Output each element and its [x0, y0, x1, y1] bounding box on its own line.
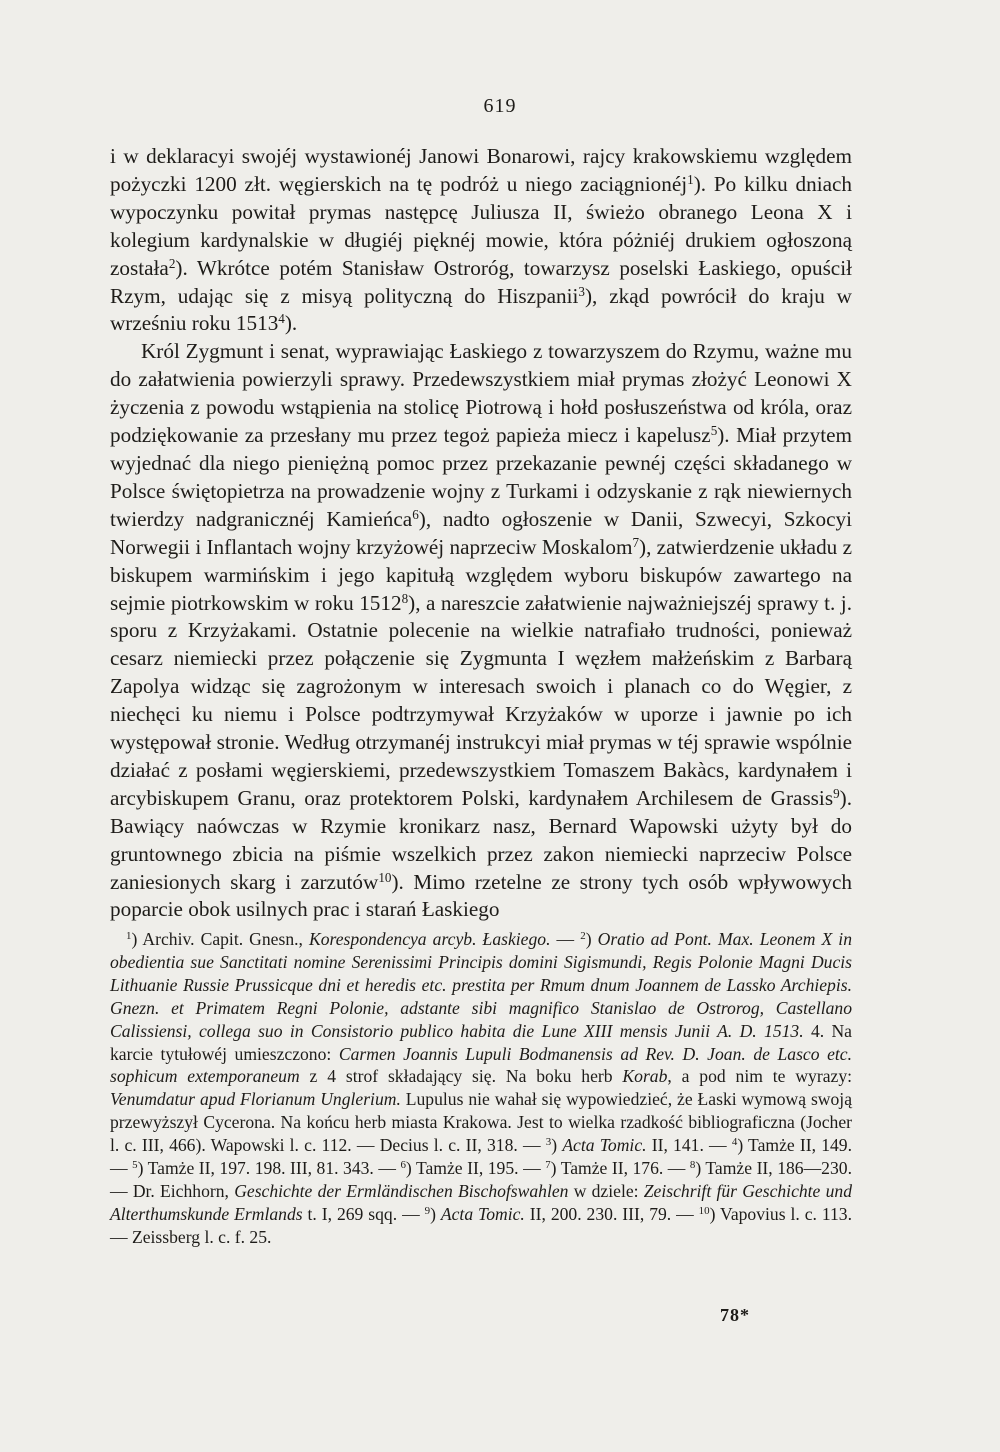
page-number: 619: [483, 95, 517, 117]
text-run: t. I, 269 sqq. —: [302, 1203, 425, 1224]
footnote-marker: 9: [833, 785, 840, 801]
footnote-marker: 4: [278, 311, 285, 327]
text-run: , a pod nim te wyrazy:: [667, 1066, 853, 1087]
text-run: II, 141. —: [646, 1135, 732, 1156]
footnote-marker: 5: [710, 422, 718, 438]
text-run: ). Miał przytem wyjednać dla niego pieniężną pomoc przez przekazanie pewnéj części składanego w Polsce świętopietrza na prowadzenie wojny z Turkami i odzyskanie z rąk niewiernych twierdzy nadgranicznéj Kamieńca: [110, 423, 852, 531]
footnote-block: [110, 928, 852, 1249]
text-run: 4. Na karcie tytułowéj umieszczono:: [110, 1020, 852, 1064]
footnote-marker: 3: [545, 1136, 552, 1149]
footnote-marker: 10: [698, 1204, 710, 1217]
italic-text: Acta Tomic.: [440, 1203, 525, 1224]
text-run: i w deklaracyi swojéj wystawionéj Janowi Bonarowi, rajcy krakowskiemu względem pożyczki 1200 złt. węgierskich na tę podróż u niego zaciągnionéj: [110, 144, 852, 196]
text-run: ). Po kilku dniach wypoczynku powitał prymas następcę Juliusza II, świeżo obranego Leona X i kolegium kardynalskie w długiéj pięknéj mowie, która póżniéj drukiem ogłoszoną została: [110, 171, 852, 280]
text-run: ), nadto ogłoszenie w Danii, Szwecyi, Szkocyi Norwegii i Inflantach wojny krzyżowéj naprzeciw Moskalom: [110, 506, 852, 559]
italic-text: Acta Tomic.: [562, 1135, 647, 1156]
paragraph-1: [110, 143, 852, 338]
text-run: ) Tamże II, 149. —: [110, 1135, 853, 1179]
text-run: w dziele:: [568, 1180, 644, 1201]
footnote-marker: 5: [132, 1159, 138, 1172]
footnote-marker: 2: [168, 255, 176, 271]
footnotes: [110, 928, 852, 1249]
footnote-marker: 7: [545, 1159, 551, 1172]
text-run: —: [550, 929, 581, 949]
italic-text: Carmen Joannis Lupuli Bodmanensis ad Rev. D. Joan. de Lasco etc. sophicum extemporaneum: [110, 1043, 853, 1087]
italic-text: Venumdatur apud Florianum Unglerium.: [110, 1089, 401, 1110]
footnote-marker: 3: [578, 283, 585, 299]
footnote-marker: 9: [424, 1204, 431, 1217]
footnote-marker: 6: [412, 506, 419, 522]
italic-text: Zeischrift für Geschichte und Alterthumskunde Ermlands: [110, 1180, 852, 1224]
text-run: ) Tamże II, 186—230. — Dr. Eichhorn,: [110, 1158, 852, 1201]
footnote-marker: 8: [689, 1159, 696, 1172]
footnote-marker: 8: [401, 590, 409, 606]
text-run: ): [585, 929, 598, 949]
text-run: ): [551, 1135, 563, 1156]
printer-signature-mark: 78*: [720, 1305, 750, 1325]
text-run: ) Archiv. Capit. Gnesn.,: [131, 929, 310, 949]
text-run: ).: [284, 311, 298, 336]
text-run: ), a nareszcie załatwienie najważniejszéj sprawy t. j. sporu z Krzyżakami. Ostatnie polecenie na wielkie natrafiało trudności, ponieważ cesarz niemiecki przez połączenie się Zygmunta I węzłem małżeńskim z Barbarą Zapolya widząc się zagrożonym w interesach swoich i planach co do Węgier, z niechęci ku niemu i Polsce podtrzymywał Krzyżaków w uporze i jawnie po ich występował stronie. Według otrzymanéj instrukcyi miał prymas w téj sprawie wspólnie działać z posłami węgierskiemi, przedewszystkiem Tomaszem Bakàcs, kardynałem i arcybiskupem Granu, oraz protektorem Polski, kardynałem Archilesem de Grassis: [110, 590, 852, 810]
footnote-marker: 1: [126, 930, 132, 942]
paragraph-2: [110, 338, 852, 924]
italic-text: Oratio ad Pont. Max. Leonem X in obedientia sue Sanctitati nomine Serenissimi Principis domini Sigismundi, Regis Polonie Magni Ducis Lithuanie Russie Prussicque dni et heredis etc. prestita per Rmum dnum Joannem de Lassko Archiepis. Gnezn. et Primatem Regni Polonie, adstante sibi magnifico Stanislao de Ostrorog, Castellano Calissiensi, collega suo in Consistorio publico habita die Lune XIII mensis Junii A. D. 1513.: [110, 929, 852, 1041]
text-run: ). Mimo rzetelne ze strony tych osób wpływowych poparcie obok usilnych prac i starań Łaskiego: [110, 869, 852, 922]
text-run: z 4 strof składający się. Na boku herb: [299, 1066, 623, 1087]
text-run: ) Vapovius l. c. 113. — Zeissberg l. c. f. 25.: [110, 1203, 852, 1247]
text-run: Król Zygmunt i senat, wyprawiając Łaskiego z towarzyszem do Rzymu, ważne mu do załatwienia powierzyli sprawy. Przedewszystkiem miał prymas złożyć Leonowi X życzenia z powodu wstąpienia na stolicę Piotrową i hołd posłuszeństwa od króla, oraz podziękowanie za przesłany mu przez tegoż papieża miecz i kapelusz: [110, 339, 852, 448]
text-run: ) Tamże II, 195. —: [405, 1158, 546, 1179]
text-run: ), zatwierdzenie układu z biskupem warmińskim i jego kapitułą względem wyboru biskupów zawartego na sejmie piotrkowskim w roku 1512: [110, 534, 852, 615]
text-run: ), zkąd powrócił do kraju w wrześniu roku 1513: [110, 283, 852, 336]
italic-text: Korab: [622, 1066, 668, 1087]
text-run: ). Bawiący naówczas w Rzymie kronikarz nasz, Bernard Wapowski użyty był do gruntownego zbicia na piśmie wszelkich przez zakon niemiecki naprzeciw Polsce zaniesionych skarg i zarzutów: [110, 785, 852, 894]
footnote-marker: 4: [731, 1136, 738, 1149]
footnote-marker: 10: [378, 869, 392, 885]
italic-text: Geschichte der Ermländischen Bischofswahlen: [234, 1180, 569, 1201]
text-run: II, 200. 230. III, 79. —: [524, 1203, 699, 1224]
text-run: ) Tamże II, 176. —: [550, 1158, 690, 1179]
main-text: [110, 143, 852, 924]
footnote-marker: 1: [687, 171, 694, 187]
text-run: Lupulus nie wahał się wypowiedzieć, że Łaski wymową swoją przewyższył Cycerona. Na końcu herb miasta Krakowa. Jest to wielka rzadkość bibliograficzna (Jocher l. c. III, 466). Wapowski l. c. 112. — Decius l. c. II, 318. —: [110, 1089, 852, 1156]
footnote-marker: 2: [580, 930, 586, 942]
text-run: ): [430, 1203, 441, 1224]
italic-text: Korespondencya arcyb. Łaskiego.: [309, 929, 551, 949]
footnote-marker: 6: [400, 1159, 406, 1172]
footnote-marker: 7: [632, 534, 640, 550]
text-run: ) Tamże II, 197. 198. III, 81. 343. —: [137, 1158, 401, 1179]
text-run: ). Wkrótce potém Stanisław Ostroróg, towarzysz poselski Łaskiego, opuścił Rzym, udając się z misyą polityczną do Hiszpanii: [110, 255, 852, 308]
